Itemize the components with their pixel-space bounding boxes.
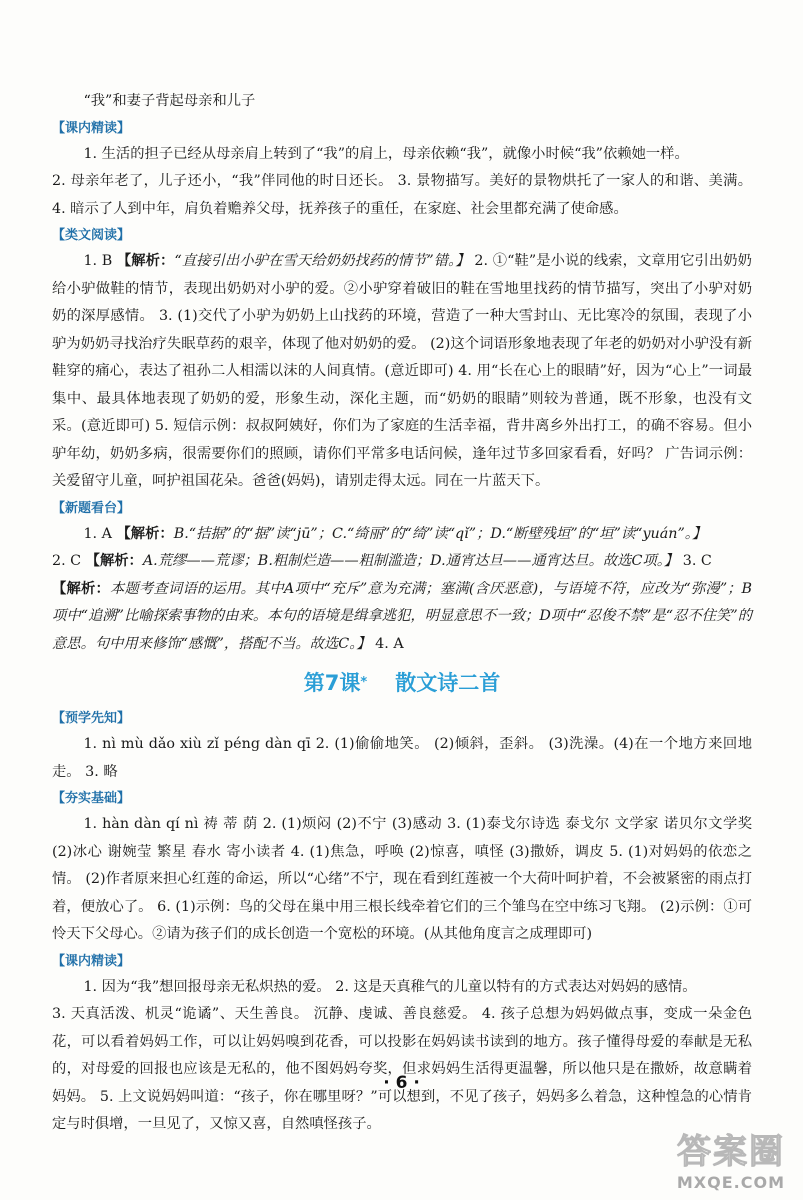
lesson-title <box>52 668 752 698</box>
xinti-answer-3-choice: 3. C <box>678 553 712 569</box>
xinti-answer-4-choice: 4. A <box>370 635 404 652</box>
section-heading-yuxue-xianzhi: 【预学先知】 <box>52 711 131 726</box>
section-heading-leiwen-yuedu: 【类文阅读】 <box>52 228 131 243</box>
top-line: “我”和妻子背起母亲和儿子 <box>83 93 256 109</box>
analysis-text: B.“拮据”的“据”读“jū”；C.“绮丽”的“绮”读“qǐ”；D.“断壁残垣”的“垣”读“yuán”。】 <box>173 525 707 542</box>
analysis-label: 【解析： <box>52 580 110 597</box>
xinti-answer-1-choice: 1. A <box>83 525 117 542</box>
leiwen-answers <box>52 248 752 496</box>
section-heading-kenei-jingdu-2: 【课内精读】 <box>52 953 131 969</box>
analysis-text: A.荒缪——荒谬；B.粗制烂造——粗制滥造；D.通宵达旦——通宵达旦。故选C项。】 <box>142 553 679 569</box>
xinti-answer-3 <box>52 576 752 659</box>
analysis-label: 【解析： <box>116 253 175 269</box>
lesson-number: 第7课 <box>303 671 361 695</box>
section-heading-hangshi-jichu: 【夯实基础】 <box>52 791 131 806</box>
kenei-answer-2: 2. 母亲年老了，儿子还小，“我”伴同他的时日还长。 3. 景物描写。美好的景物烘托了一家人的和谐、美满。 4. 暗示了人到中年，肩负着赡养父母，抚养孩子的重任，在家庭、社会里都充满了使命感。 <box>52 173 752 217</box>
analysis-label: 【解析： <box>85 553 143 569</box>
hangshi-answers: 1. hàn dàn qí nì 祷 蒂 荫 2. (1)烦闷 (2)不宁 (3)感动 3. (1)泰戈尔诗选 泰戈尔 文学家 诺贝尔文学奖 (2)冰心 谢婉莹 繁星 春水 寄小读者 4. (1)焦急，呼唤 (2)惊喜，嗔怪 (3)撒娇，调皮 5. (1)对妈妈的依恋之情。 (2)作者原来担心红莲的命运，所以“心绪”不宁，现在看到红莲被一个大荷叶呵护着，不会被紧密的雨点打着，便放心了。 6. (1)示例：鸟的父母在巢中用三根长线牵着它们的三个雏鸟在空中练习飞翔。 (2)示例：①可怜天下父母心。②请为孩子们的成长创造一个宽松的环境。(从其他角度言之成理即可) <box>52 816 752 942</box>
xinti-answer-2 <box>52 548 752 576</box>
leiwen-answer-1: 1. B <box>83 253 117 269</box>
leiwen-answer-rest: 2. ①“鞋”是小说的线索，文章用它引出奶奶给小驴做鞋的情节，表现出奶奶对小驴的爱。②小驴穿着破旧的鞋在雪地里找药的情节描写，突出了小驴对奶奶的深厚感情。 3. (1)交代了小驴为奶奶上山找药的环境，营造了一种大雪封山、无比寒冷的氛围，表现了小驴为奶奶寻找治疗失眠草药的艰辛，体现了他对奶奶的爱。 (2)这个词语形象地表现了年老的奶奶对小驴没有新鞋穿的痛心，表达了祖孙二人相濡以沫的人间真情。(意近即可) 4. 用“长在心上的眼睛”好，因为“心上”一词最集中、最具体地表现了奶奶的爱，形象生动，深化主题，而“奶奶的眼睛”则较为普通，既不形象，也没有文采。(意近即可) 5. 短信示例：叔叔阿姨好，你们为了家庭的生活幸福，背井离乡外出打工，的确不容易。但小驴年幼，奶奶多病，很需要你们的照顾，请你们平常多电话问候，逢年过节多回家看看，好吗？ 广告词示例：关爱留守儿童，呵护祖国花朵。爸爸(妈妈)，请别走得太远。同在一片蓝天下。 <box>52 253 752 489</box>
xinti-answer-1 <box>52 521 752 549</box>
analysis-text: 本题考查词语的运用。其中A项中“充斥”意为充满；塞满(含厌恶意)，与语境不符，应改为“弥漫”；B项中“追溯”比喻探索事物的由来。本句的语境是缉拿逃犯，明显意思不一致；D项中“忍俊不禁”是“忍不住笑”的意思。句中用来修饰“感慨”，搭配不当。故选C。】 <box>52 580 753 652</box>
answer-page <box>52 88 752 1139</box>
kenei2-answer-1: 1. 因为“我”想回报母亲无私炽热的爱。 2. 这是天真稚气的儿童以特有的方式表达对妈妈的感情。 <box>83 978 697 995</box>
kenei2-answer-2: 3. 天真活泼、机灵“诡谲”、天生善良。 沉静、虔诚、善良慈爱。 4. 孩子总想为妈妈做点事，变成一朵金色花，可以看着妈妈工作，可以让妈妈嗅到花香，可以投影在妈妈读书读到的地方。孩子懂得母爱的奉献是无私的，对母爱的回报也应该是无私的，他不图妈妈夸奖，但求妈妈生活得更温馨，所以他只是在撒娇，故意瞒着妈妈。 5. 上文说妈妈叫道：“孩子，你在哪里呀？”可以想到，不见了孩子，妈妈多么着急，这种惶急的心情肯定与时俱增，一旦见了，又惊又喜，自然嗔怪孩子。 <box>52 1006 752 1132</box>
watermark-logo <box>649 1124 789 1192</box>
watermark-text: 答案圈 <box>677 1132 785 1172</box>
section-heading-kenei-jingdu: 【课内精读】 <box>52 120 131 136</box>
page-number: · 6 · <box>383 1073 420 1093</box>
xinti-answer-2-choice: 2. C <box>52 553 86 569</box>
kenei-answer-1: 1. 生活的担子已经从母亲肩上转到了“我”的肩上，母亲依赖“我”，就像小时候“我”依赖她一样。 <box>83 145 689 162</box>
lesson-name: 散文诗二首 <box>395 671 501 695</box>
yuxue-answers: 1. nì mù dǎo xiù zǐ péng dàn qī 2. (1)偷偷地笑。 (2)倾斜，歪斜。 (3)洗澡。(4)在一个地方来回地走。 3. 略 <box>52 736 752 780</box>
lesson-star: * <box>360 675 368 690</box>
watermark-url: MXQE.COM <box>676 1173 785 1192</box>
section-heading-xinti-kantai: 【新题看台】 <box>52 500 131 516</box>
analysis-text: “直接引出小驴在雪天给奶奶找药的情节”错。】 <box>174 253 470 269</box>
analysis-label: 【解析： <box>116 525 174 542</box>
